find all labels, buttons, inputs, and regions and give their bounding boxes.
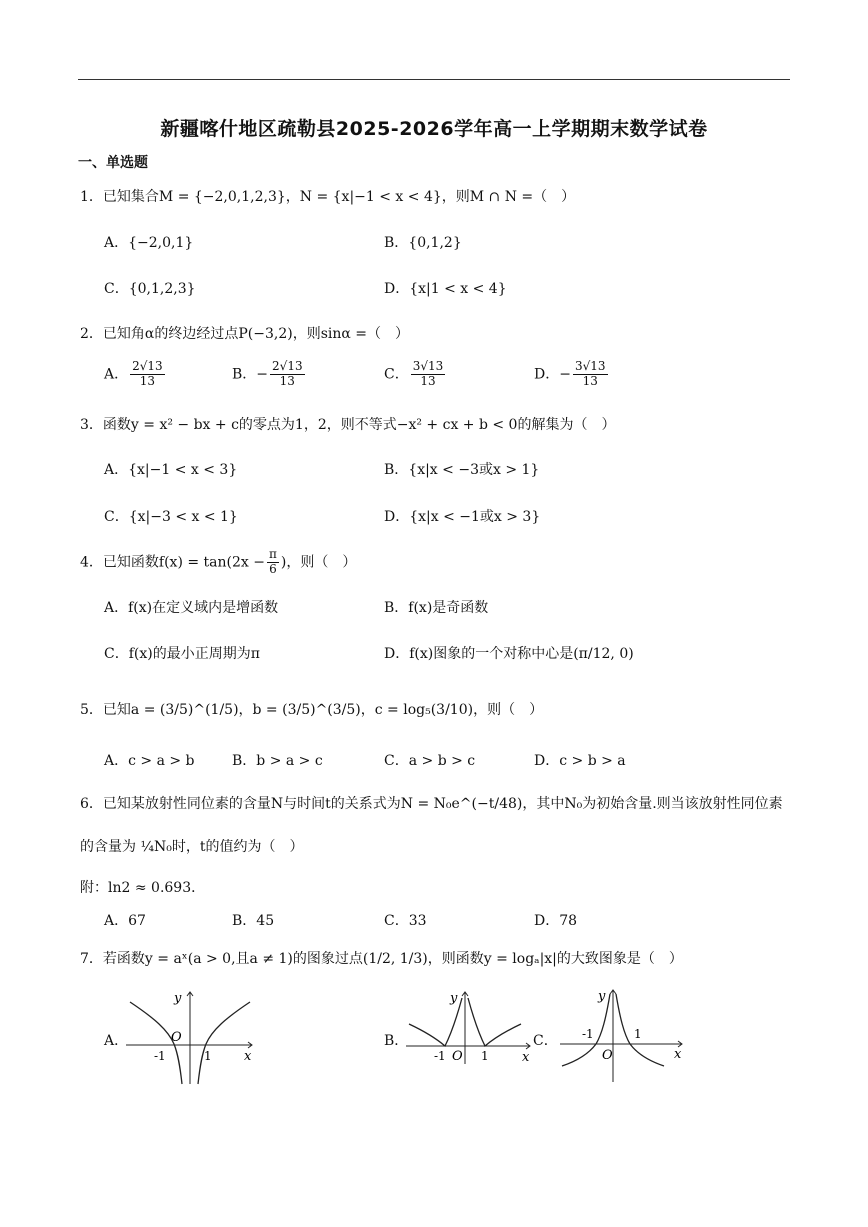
fraction-denominator: 13 (582, 373, 598, 388)
fraction-denominator: 13 (279, 373, 295, 388)
q7-graph-c (558, 986, 688, 1084)
q2-option-sign: − (256, 366, 269, 383)
q3-option-b: B．{x|x < −3或x > 1} (384, 462, 540, 478)
q2-option-d (534, 360, 610, 389)
q5-option-b: B．b > a > c (232, 753, 323, 769)
pos-one-label: 1 (481, 1049, 489, 1063)
question-6-stem-line-2: 的含量为 ¼N₀时，t的值约为（ ） (80, 839, 304, 855)
q5-option-a: A．c > a > b (104, 753, 195, 769)
q7-option-a: A． (104, 1033, 129, 1049)
question-6-stem-line-1: 6．已知某放射性同位素的含量N与时间t的关系式为N = N₀e^(−t/48)，其中N₀为初始含量.则当该放射性同位素 (80, 796, 783, 812)
curve-right (468, 998, 521, 1046)
fraction-denominator: 6 (269, 561, 277, 576)
q2-option-label: B． (232, 366, 257, 383)
x-label: x (244, 1049, 252, 1064)
question-6-note: 附：ln2 ≈ 0.693． (80, 880, 206, 896)
q4-stem-prefix: 4．已知函数f(x) = tan(2x − (80, 554, 265, 571)
question-2-stem: 2．已知角α的终边经过点P(−3,2)，则sinα =（ ） (80, 326, 410, 342)
fraction-numerator: 3√13 (412, 359, 444, 373)
q1-option-b: B．{0,1,2} (384, 235, 462, 251)
q4-option-c: C．f(x)的最小正周期为π (104, 646, 260, 662)
origin-label: O (602, 1048, 613, 1063)
q7-graph-b (404, 988, 536, 1066)
fraction-numerator: π (268, 547, 277, 561)
q2-option-fraction (573, 360, 608, 389)
fraction-denominator: 13 (420, 373, 436, 388)
origin-label: O (452, 1049, 463, 1064)
q3-option-d: D．{x|x < −1或x > 3} (384, 509, 541, 525)
page-title: 新疆喀什地区疏勒县2025-2026学年高一上学期期末数学试卷 (160, 118, 708, 140)
q2-option-b (232, 360, 307, 389)
section-heading: 一、单选题 (78, 155, 148, 171)
x-label: x (522, 1050, 530, 1065)
q2-option-a (104, 360, 167, 389)
header-rule (78, 79, 790, 80)
q5-option-d: D．c > b > a (534, 753, 626, 769)
q4-stem-suffix: )，则（ ） (280, 554, 357, 571)
q4-option-a: A．f(x)在定义域内是增函数 (104, 600, 279, 616)
q1-option-d: D．{x|1 < x < 4} (384, 281, 507, 297)
question-3-stem: 3．函数y = x² − bx + c的零点为1，2，则不等式−x² + cx + b < 0的解集为（ ） (80, 417, 616, 433)
question-7-stem: 7．若函数y = aˣ(a > 0,且a ≠ 1)的图象过点(1/2, 1/3)，则函数y = logₐ|x|的大致图象是（ ） (80, 951, 683, 967)
q2-option-fraction (411, 360, 446, 389)
pos-one-label: 1 (634, 1027, 642, 1041)
neg-one-label: -1 (434, 1049, 446, 1063)
q2-option-label: C． (384, 366, 409, 383)
question-1-stem: 1．已知集合M = {−2,0,1,2,3}，N = {x|−1 < x < 4}，则M ∩ N =（ ） (80, 189, 576, 205)
q3-option-c: C．{x|−3 < x < 1} (104, 509, 238, 525)
fraction-numerator: 2√13 (132, 359, 163, 373)
fraction-denominator: 13 (139, 373, 156, 388)
q1-option-a: A．{−2,0,1} (104, 235, 194, 251)
q2-option-label: A． (104, 366, 129, 383)
origin-label: O (171, 1030, 182, 1045)
q2-option-c (384, 360, 447, 389)
y-label: y (174, 991, 182, 1006)
y-label: y (450, 991, 458, 1006)
q2-option-fraction (130, 360, 165, 389)
q6-option-c: C．33 (384, 913, 427, 929)
neg-one-label: -1 (154, 1049, 166, 1063)
y-label: y (598, 989, 606, 1004)
q7-graph-a (124, 988, 258, 1088)
fraction-numerator: 2√13 (272, 359, 303, 373)
curve-right (198, 1002, 250, 1084)
q2-option-sign: − (559, 366, 571, 383)
q4-option-d: D．f(x)图象的一个对称中心是(π/12, 0) (384, 646, 634, 662)
q2-option-fraction (270, 360, 305, 389)
q7-option-c: C． (533, 1033, 558, 1049)
q2-option-label: D． (534, 366, 560, 383)
pos-one-label: 1 (204, 1049, 212, 1063)
x-label: x (674, 1047, 682, 1062)
q3-option-a: A．{x|−1 < x < 3} (104, 462, 238, 478)
question-5-stem: 5．已知a = (3/5)^(1/5)，b = (3/5)^(3/5)，c = log₅(3/10)，则（ ） (80, 702, 544, 718)
q6-option-d: D．78 (534, 913, 578, 929)
neg-one-label: -1 (582, 1027, 594, 1041)
q6-option-a: A．67 (104, 913, 146, 929)
q1-option-c: C．{0,1,2,3} (104, 281, 196, 297)
q6-option-b: B．45 (232, 913, 275, 929)
q4-option-b: B．f(x)是奇函数 (384, 600, 489, 616)
question-4-stem (80, 548, 356, 577)
q4-stem-fraction (267, 548, 279, 577)
q7-option-b: B． (384, 1033, 409, 1049)
fraction-numerator: 3√13 (574, 359, 606, 373)
q5-option-c: C．a > b > c (384, 753, 476, 769)
